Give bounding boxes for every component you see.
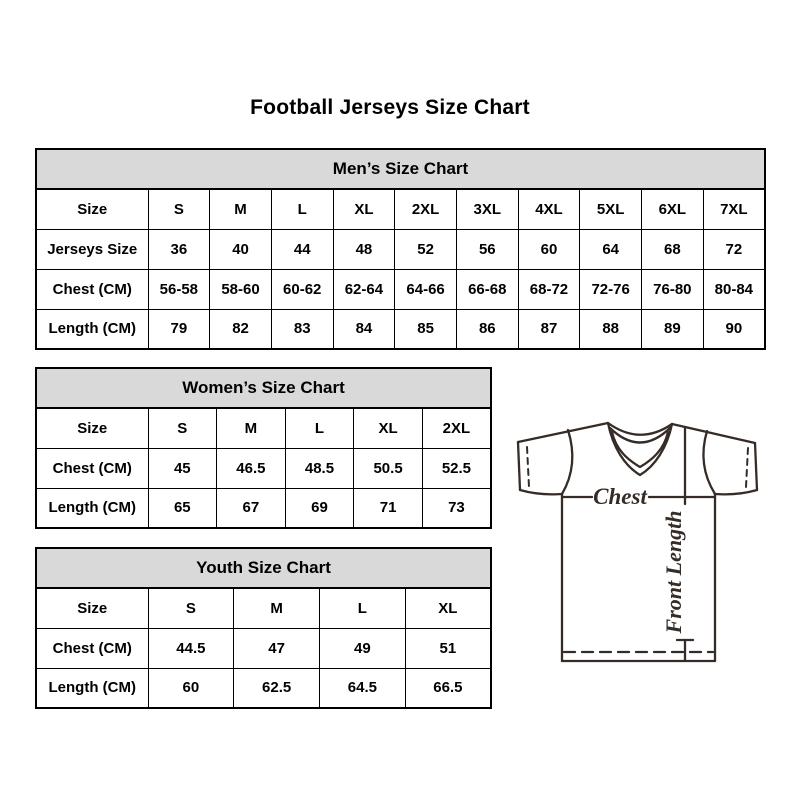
page-title: Football Jerseys Size Chart: [250, 96, 530, 119]
jersey-measurement-diagram: [500, 390, 780, 690]
womens-table-title: Women’s Size Chart: [36, 368, 491, 408]
table-cell: L: [320, 588, 406, 628]
table-cell: 49: [320, 628, 406, 668]
jersey-left-shoulder: [518, 423, 608, 442]
table-cell: 88: [580, 309, 642, 349]
table-cell: 60: [518, 229, 580, 269]
table-cell: 58-60: [210, 269, 272, 309]
table-cell: 71: [354, 488, 423, 528]
table-cell: 5XL: [580, 189, 642, 229]
table-cell: 83: [271, 309, 333, 349]
table-cell: 60-62: [271, 269, 333, 309]
table-cell: 7XL: [703, 189, 765, 229]
table-row: [36, 229, 765, 269]
womens-size-table: [35, 367, 492, 529]
table-cell: 64: [580, 229, 642, 269]
table-cell: 79: [148, 309, 210, 349]
table-cell: 4XL: [518, 189, 580, 229]
jersey-left-cuff-dashed-line: [527, 447, 529, 487]
table-cell: 72-76: [580, 269, 642, 309]
mens-size-table: [35, 148, 766, 350]
table-cell: 86: [456, 309, 518, 349]
table-cell: 73: [422, 488, 491, 528]
table-cell: 67: [217, 488, 286, 528]
table-row: [36, 448, 491, 488]
table-cell: XL: [333, 189, 395, 229]
jersey-right-armhole-seam: [703, 431, 715, 494]
table-cell: M: [234, 588, 320, 628]
table-cell: S: [148, 588, 234, 628]
table-cell: 66-68: [456, 269, 518, 309]
table-cell: 2XL: [422, 408, 491, 448]
table-cell: 76-80: [642, 269, 704, 309]
table-cell: XL: [354, 408, 423, 448]
table-cell: 48: [333, 229, 395, 269]
table-cell: 47: [234, 628, 320, 668]
table-cell: 64.5: [320, 668, 406, 708]
jersey-right-cuff: [755, 443, 757, 490]
row-label: Size: [36, 189, 148, 229]
table-cell: 72: [703, 229, 765, 269]
youth-table-title: Youth Size Chart: [36, 548, 491, 588]
table-cell: S: [148, 189, 210, 229]
table-cell: M: [210, 189, 272, 229]
youth-size-table: [35, 547, 492, 709]
table-cell: 44: [271, 229, 333, 269]
table-cell: 6XL: [642, 189, 704, 229]
table-cell: 40: [210, 229, 272, 269]
table-cell: 56: [456, 229, 518, 269]
jersey-left-sleeve-bottom: [520, 490, 562, 494]
table-cell: 68-72: [518, 269, 580, 309]
table-row: [36, 309, 765, 349]
jersey-right-cuff-dashed-line: [746, 448, 748, 487]
table-cell: XL: [405, 588, 491, 628]
row-label: Jerseys Size: [36, 229, 148, 269]
table-row: [36, 668, 491, 708]
mens-table-title: Men’s Size Chart: [36, 149, 765, 189]
table-row: [36, 189, 765, 229]
table-cell: 80-84: [703, 269, 765, 309]
table-cell: 60: [148, 668, 234, 708]
row-label: Chest (CM): [36, 448, 148, 488]
row-label: Chest (CM): [36, 269, 148, 309]
jersey-left-armhole-seam: [562, 430, 572, 494]
table-cell: 68: [642, 229, 704, 269]
row-label: Size: [36, 408, 148, 448]
row-label: Chest (CM): [36, 628, 148, 668]
table-cell: 45: [148, 448, 217, 488]
jersey-left-cuff: [518, 442, 520, 490]
table-cell: S: [148, 408, 217, 448]
table-cell: 89: [642, 309, 704, 349]
table-cell: 69: [285, 488, 354, 528]
table-row: [36, 488, 491, 528]
table-cell: 90: [703, 309, 765, 349]
table-cell: 82: [210, 309, 272, 349]
table-cell: 52.5: [422, 448, 491, 488]
table-cell: 2XL: [395, 189, 457, 229]
table-cell: 56-58: [148, 269, 210, 309]
table-cell: 87: [518, 309, 580, 349]
row-label: Length (CM): [36, 488, 148, 528]
table-cell: L: [285, 408, 354, 448]
table-cell: 66.5: [405, 668, 491, 708]
front-length-label: Front Length: [661, 510, 686, 634]
table-row: [36, 588, 491, 628]
row-label: Length (CM): [36, 309, 148, 349]
table-cell: M: [217, 408, 286, 448]
table-cell: 85: [395, 309, 457, 349]
table-row: [36, 408, 491, 448]
table-cell: 52: [395, 229, 457, 269]
table-row: [36, 628, 491, 668]
table-cell: 50.5: [354, 448, 423, 488]
table-cell: 51: [405, 628, 491, 668]
table-cell: 46.5: [217, 448, 286, 488]
table-cell: 84: [333, 309, 395, 349]
mens-table-header-row: [36, 149, 765, 189]
table-cell: 3XL: [456, 189, 518, 229]
jersey-right-sleeve-bottom: [715, 490, 757, 494]
table-cell: 36: [148, 229, 210, 269]
table-cell: L: [271, 189, 333, 229]
row-label: Size: [36, 588, 148, 628]
table-cell: 62.5: [234, 668, 320, 708]
womens-table-header-row: [36, 368, 491, 408]
table-cell: 64-66: [395, 269, 457, 309]
jersey-outline: [518, 423, 757, 661]
table-row: [36, 269, 765, 309]
table-cell: 48.5: [285, 448, 354, 488]
row-label: Length (CM): [36, 668, 148, 708]
table-cell: 44.5: [148, 628, 234, 668]
youth-table-header-row: [36, 548, 491, 588]
table-cell: 65: [148, 488, 217, 528]
chest-label: Chest: [593, 484, 647, 509]
table-cell: 62-64: [333, 269, 395, 309]
